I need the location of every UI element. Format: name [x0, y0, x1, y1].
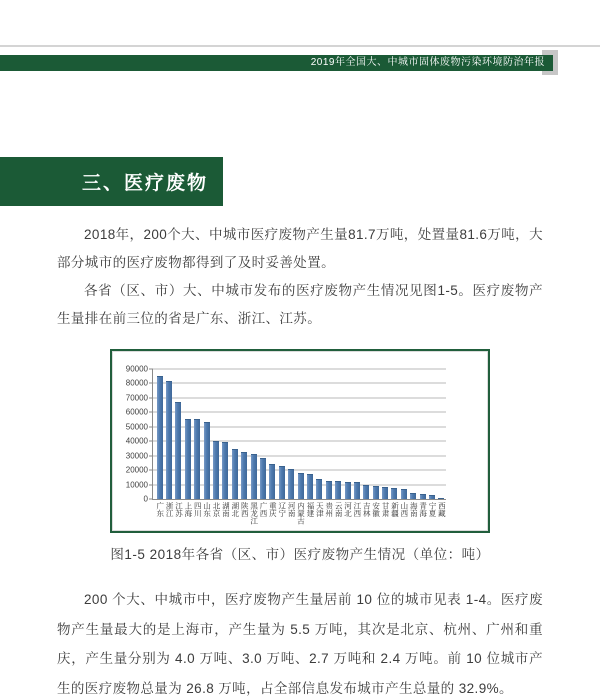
bar-甘肃: [382, 487, 388, 499]
bar-slot: [343, 369, 353, 517]
bar-宁夏: [429, 495, 435, 499]
x-tick-label: 宁夏: [428, 502, 438, 517]
bar-slot: [371, 369, 381, 517]
bar-浙江: [166, 381, 172, 499]
bar-slot: [249, 369, 259, 525]
x-tick-label: 陕西: [240, 502, 250, 517]
bar-slot: [390, 369, 400, 517]
bar-slot: [437, 369, 447, 517]
chart-plot: [125, 364, 447, 525]
bar-slot: [221, 369, 231, 517]
section-title-text: 三、医疗废物: [81, 173, 208, 194]
y-tick-label: 80000: [125, 378, 148, 388]
bar-江苏: [175, 402, 181, 499]
bar-西藏: [438, 498, 444, 499]
bar-吉林: [363, 485, 369, 499]
bar-北京: [213, 441, 219, 500]
bar-slot: [352, 369, 362, 517]
bar-山东: [204, 422, 210, 499]
bar-河南: [288, 469, 294, 499]
y-tick-label: 10000: [125, 480, 148, 490]
bar-slot: [399, 369, 409, 517]
header-banner: [0, 55, 553, 71]
x-tick-label: 河南: [287, 502, 297, 517]
bar-slot: [324, 369, 334, 517]
x-tick-label: 重庆: [268, 502, 278, 517]
x-tick-label: 吉林: [362, 502, 372, 517]
bar-slot: [183, 369, 193, 517]
bar-青海: [420, 494, 426, 499]
y-tick-label: 70000: [125, 393, 148, 403]
x-tick-label: 江西: [352, 502, 362, 517]
bar-重庆: [269, 464, 275, 499]
bar-slot: [258, 369, 268, 517]
y-tick-label: 90000: [125, 364, 148, 374]
bar-云南: [335, 481, 341, 499]
bar-slot: [286, 369, 297, 517]
bar-slot: [305, 369, 315, 517]
bar-slot: [333, 369, 344, 517]
bar-内蒙古: [298, 473, 304, 499]
x-tick-label: 内蒙古: [296, 502, 306, 525]
bar-slot: [202, 369, 212, 517]
x-tick-label: 安徽: [371, 502, 381, 517]
bar-广西: [260, 458, 266, 499]
bar-安徽: [373, 486, 379, 499]
x-tick-label: 北京: [212, 502, 222, 517]
bar-贵州: [326, 481, 332, 499]
x-tick-label: 西藏: [437, 502, 447, 517]
bar-广东: [157, 376, 163, 499]
section-title-box: [0, 157, 223, 206]
paragraph-3: 200 个大、中城市中，医疗废物产生量居前 10 位的城市见表 1-4。医疗废物产生量最大的是上海市，产生量为 5.5 万吨，其次是北京、杭州、广州和重庆，产生量分别为 4.0 万吨、3.0 万吨、2.7 万吨和 2.4 万吨。前 10 位城市产生的医疗废物总量为 26.8 万吨，占全部信息发布城市产生总量的 32.9%。: [57, 592, 543, 696]
y-tick-label: 60000: [125, 407, 148, 417]
chart-figure: [110, 349, 490, 533]
y-tick-label: 30000: [125, 451, 148, 461]
x-tick-label: 云南: [334, 502, 344, 517]
bar-山西: [401, 489, 407, 499]
bar-slot: [277, 369, 287, 517]
x-tick-label: 湖南: [221, 502, 231, 517]
y-tick-label: 40000: [125, 436, 148, 446]
bar-slot: [230, 369, 240, 517]
bar-slot: [315, 369, 325, 517]
header-banner-text: 2019年全国大、中城市固体废物污染环境防治年报: [310, 57, 545, 68]
x-tick-label: 广西: [258, 502, 268, 517]
bar-slot: [268, 369, 278, 517]
bar-slot: [362, 369, 372, 517]
paragraph-2: 各省（区、市）大、中城市发布的医疗废物产生情况见图1-5。医疗废物产生量排在前三位的省是广东、浙江、江苏。: [57, 283, 543, 326]
bar-湖北: [232, 449, 238, 499]
intro-text: [57, 221, 543, 333]
x-tick-label: 海南: [409, 502, 419, 517]
x-tick-label: 广东: [155, 502, 165, 517]
x-tick-label: 浙江: [165, 502, 175, 517]
bar-新疆: [391, 488, 397, 499]
top-divider: [0, 45, 600, 47]
x-tick-label: 贵州: [324, 502, 334, 517]
bar-海南: [410, 493, 416, 499]
bar-湖南: [222, 442, 228, 499]
bar-slot: [193, 369, 203, 517]
bar-slot: [164, 369, 175, 517]
x-tick-label: 天津: [315, 502, 325, 517]
bar-上海: [185, 419, 191, 499]
x-tick-label: 湖北: [230, 502, 240, 517]
x-tick-label: 山东: [202, 502, 212, 517]
bar-slot: [240, 369, 250, 517]
bar-slot: [211, 369, 222, 517]
paragraph-1: 2018年，200个大、中城市医疗废物产生量81.7万吨，处置量81.6万吨，大部分城市的医疗废物都得到了及时妥善处置。: [57, 227, 543, 270]
x-tick-label: 上海: [183, 502, 193, 517]
x-tick-label: 江苏: [174, 502, 184, 517]
x-tick-label: 福建: [305, 502, 315, 517]
y-tick-label: 20000: [125, 465, 148, 475]
bar-江西: [354, 482, 360, 499]
x-tick-label: 四川: [193, 502, 203, 517]
x-tick-label: 辽宁: [277, 502, 287, 517]
bar-福建: [307, 474, 313, 499]
y-tick-label: 0: [143, 494, 148, 504]
bar-河北: [345, 482, 351, 499]
bar-slot: [418, 369, 428, 517]
summary-text: [57, 585, 543, 698]
x-tick-label: 甘肃: [381, 502, 391, 517]
bar-slot: [427, 369, 438, 517]
bar-slot: [174, 369, 184, 517]
x-tick-label: 黑龙江: [249, 502, 259, 525]
x-tick-label: 新疆: [390, 502, 400, 517]
x-tick-label: 河北: [343, 502, 353, 517]
bar-slot: [155, 369, 165, 517]
bar-slot: [380, 369, 391, 517]
y-tick-label: 50000: [125, 422, 148, 432]
bar-天津: [316, 479, 322, 499]
bar-辽宁: [279, 466, 285, 499]
figure-caption: 图1-5 2018年各省（区、市）医疗废物产生情况（单位：吨）: [110, 547, 490, 562]
bar-slot: [409, 369, 419, 517]
bar-slot: [296, 369, 306, 525]
x-tick-label: 青海: [418, 502, 428, 517]
bar-四川: [194, 419, 200, 499]
bar-黑龙江: [251, 454, 257, 499]
x-tick-label: 山西: [399, 502, 409, 517]
bar-陕西: [241, 452, 247, 499]
bar-series: [153, 369, 447, 525]
